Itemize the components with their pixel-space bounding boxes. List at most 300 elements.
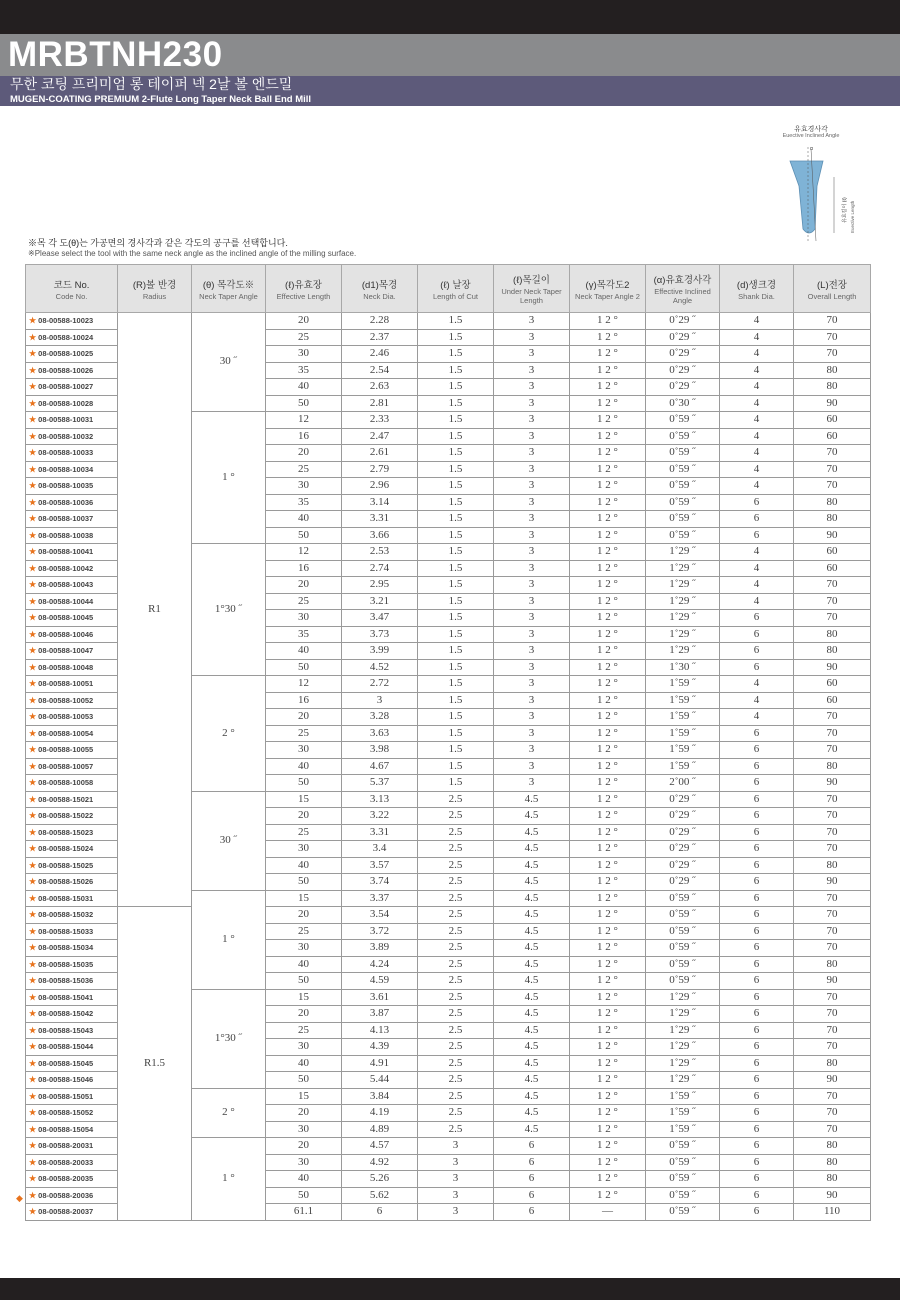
code-number: 08-00588-10046 <box>38 629 94 639</box>
code-cell <box>26 659 118 676</box>
spec-table-body <box>26 313 871 1221</box>
column-header <box>720 265 794 313</box>
column-header-ko: (ℓ)목길이 <box>513 275 550 286</box>
inclined-angle-cell: 0˚29 ˝ <box>646 379 720 396</box>
column-header <box>570 265 646 313</box>
star-icon: ★ <box>29 695 37 705</box>
star-icon: ★ <box>29 844 37 853</box>
star-icon: ★ <box>29 646 37 655</box>
neck-length-cell: 3 <box>494 758 570 775</box>
neck-angle-2-cell: 1 2 ° <box>570 709 646 726</box>
code-number: 08-00588-10041 <box>38 547 94 556</box>
neck-length-cell: 4.5 <box>494 1006 570 1023</box>
code-cell <box>26 890 118 907</box>
inclined-angle-cell: 1˚59 ˝ <box>646 709 720 726</box>
overall-length-cell: 80 <box>794 626 871 643</box>
neck-angle-2-cell: 1 2 ° <box>570 494 646 511</box>
shank-dia-cell: 6 <box>720 1022 794 1039</box>
overall-length-cell: 80 <box>794 1055 871 1072</box>
inclined-angle-cell: 0˚29 ˝ <box>646 841 720 858</box>
neck-dia-cell: 3.99 <box>342 643 418 660</box>
overall-length-cell: 60 <box>794 428 871 445</box>
neck-dia-cell: 4.57 <box>342 1138 418 1155</box>
neck-length-cell: 3 <box>494 527 570 544</box>
overall-length-cell: 80 <box>794 643 871 660</box>
header-row <box>26 265 871 313</box>
neck-dia-cell: 3.61 <box>342 989 418 1006</box>
column-header <box>342 265 418 313</box>
code-number: 08-00588-10038 <box>38 530 94 540</box>
neck-dia-cell: 4.13 <box>342 1022 418 1039</box>
inclined-angle-cell: 1˚29 ˝ <box>646 1022 720 1039</box>
neck-angle-2-cell: 1 2 ° <box>570 940 646 957</box>
overall-length-cell: 90 <box>794 527 871 544</box>
overall-length-cell: 70 <box>794 346 871 363</box>
code-cell <box>26 725 118 742</box>
column-header-ko: (L)전장 <box>817 279 847 291</box>
shank-dia-cell: 4 <box>720 445 794 462</box>
neck-dia-cell: 2.74 <box>342 560 418 577</box>
column-header-ko: (d)생크경 <box>736 279 777 291</box>
neck-angle-2-cell: 1 2 ° <box>570 824 646 841</box>
neck-dia-cell: 3.14 <box>342 494 418 511</box>
length-of-cut-cell: 2.5 <box>418 1105 494 1122</box>
code-cell <box>26 445 118 462</box>
neck-dia-cell: 4.24 <box>342 956 418 973</box>
code-number: 08-00588-10047 <box>38 646 94 655</box>
neck-angle-cell: 1 ° <box>192 1138 266 1221</box>
effective-length-cell: 40 <box>266 379 342 396</box>
inclined-angle-cell: 1˚59 ˝ <box>646 742 720 759</box>
code-cell <box>26 395 118 412</box>
code-cell <box>26 1121 118 1138</box>
neck-dia-cell: 2.63 <box>342 379 418 396</box>
column-header-ko: (ℓ) 날장 <box>440 279 471 291</box>
shank-dia-cell: 6 <box>720 1072 794 1089</box>
inclined-angle-cell: 1˚59 ˝ <box>646 725 720 742</box>
neck-length-cell: 4.5 <box>494 956 570 973</box>
neck-length-cell: 4.5 <box>494 1039 570 1056</box>
inclined-angle-cell: 1˚29 ˝ <box>646 1006 720 1023</box>
effective-length-cell: 30 <box>266 940 342 957</box>
star-icon: ★ <box>29 365 37 375</box>
overall-length-cell: 70 <box>794 841 871 858</box>
neck-angle-cell: 1 ° <box>192 890 266 989</box>
column-header <box>118 265 192 313</box>
neck-angle-2-cell: 1 2 ° <box>570 874 646 891</box>
neck-angle-2-cell: 1 2 ° <box>570 329 646 346</box>
overall-length-cell: 70 <box>794 1022 871 1039</box>
code-cell <box>26 346 118 363</box>
star-icon: ★ <box>29 761 37 771</box>
effective-length-cell: 40 <box>266 1171 342 1188</box>
neck-angle-cell: 30 ˝ <box>192 791 266 890</box>
code-number: 08-00588-15034 <box>38 943 94 952</box>
neck-dia-cell: 4.67 <box>342 758 418 775</box>
inclined-angle-cell: 2˚00 ˝ <box>646 775 720 792</box>
code-cell <box>26 808 118 825</box>
alpha-symbol: α <box>810 146 813 152</box>
neck-length-cell: 6 <box>494 1138 570 1155</box>
code-number: 08-00588-10025 <box>38 349 94 358</box>
code-number: 08-00588-10036 <box>38 497 94 507</box>
neck-dia-cell: 3.63 <box>342 725 418 742</box>
code-cell <box>26 379 118 396</box>
inclined-angle-cell: 1˚29 ˝ <box>646 610 720 627</box>
neck-dia-cell: 3.22 <box>342 808 418 825</box>
star-icon: ★ <box>29 728 37 738</box>
code-cell <box>26 1204 118 1221</box>
shank-dia-cell: 4 <box>720 593 794 610</box>
overall-length-cell: 70 <box>794 1121 871 1138</box>
code-number: 08-00588-15054 <box>38 1124 94 1134</box>
length-of-cut-cell: 1.5 <box>418 478 494 495</box>
neck-angle-2-cell: 1 2 ° <box>570 989 646 1006</box>
neck-angle-2-cell: 1 2 ° <box>570 1105 646 1122</box>
neck-dia-cell: 3.73 <box>342 626 418 643</box>
star-icon: ★ <box>29 1091 37 1101</box>
neck-dia-cell: 5.44 <box>342 1072 418 1089</box>
code-number: 08-00588-15041 <box>38 992 94 1002</box>
overall-length-cell: 80 <box>794 1154 871 1171</box>
overall-length-cell: 70 <box>794 461 871 478</box>
note-korean: ※목 각 도(θ)는 가공면의 경사각과 같은 각도의 공구를 선택합니다. <box>28 238 288 248</box>
shank-dia-cell: 6 <box>720 626 794 643</box>
code-number: 08-00588-10052 <box>38 695 94 705</box>
neck-length-cell: 3 <box>494 659 570 676</box>
neck-angle-2-cell: 1 2 ° <box>570 362 646 379</box>
length-of-cut-cell: 1.5 <box>418 593 494 610</box>
inclined-angle-cell: 1˚59 ˝ <box>646 1105 720 1122</box>
star-icon: ★ <box>29 943 37 952</box>
code-number: 08-00588-10045 <box>38 613 94 622</box>
inclined-angle-cell: 1˚59 ˝ <box>646 676 720 693</box>
neck-angle-2-cell: 1 2 ° <box>570 428 646 445</box>
length-of-cut-cell: 1.5 <box>418 313 494 330</box>
neck-angle-2-cell: 1 2 ° <box>570 527 646 544</box>
inclined-angle-cell: 0˚29 ˝ <box>646 808 720 825</box>
effective-length-cell: 30 <box>266 1154 342 1171</box>
code-cell <box>26 1187 118 1204</box>
code-number: 08-00588-10055 <box>38 745 94 754</box>
neck-angle-cell: 1°30 ˝ <box>192 989 266 1088</box>
length-of-cut-cell: 1.5 <box>418 758 494 775</box>
length-of-cut-cell: 2.5 <box>418 824 494 841</box>
length-of-cut-cell: 2.5 <box>418 989 494 1006</box>
overall-length-cell: 70 <box>794 907 871 924</box>
effective-length-cell: 20 <box>266 445 342 462</box>
neck-length-cell: 3 <box>494 346 570 363</box>
length-of-cut-cell: 1.5 <box>418 395 494 412</box>
inclined-angle-cell: 1˚59 ˝ <box>646 692 720 709</box>
inclined-angle-cell: 0˚59 ˝ <box>646 973 720 990</box>
shank-dia-cell: 4 <box>720 676 794 693</box>
shank-dia-cell: 6 <box>720 907 794 924</box>
effective-length-cell: 61.1 <box>266 1204 342 1221</box>
neck-length-cell: 4.5 <box>494 973 570 990</box>
length-of-cut-cell: 3 <box>418 1138 494 1155</box>
length-of-cut-cell: 2.5 <box>418 857 494 874</box>
neck-length-cell: 3 <box>494 494 570 511</box>
neck-angle-2-cell: 1 2 ° <box>570 643 646 660</box>
neck-length-cell: 3 <box>494 412 570 429</box>
neck-dia-cell: 2.54 <box>342 362 418 379</box>
effective-length-cell: 20 <box>266 907 342 924</box>
code-number: 08-00588-15024 <box>38 844 94 853</box>
effective-length-cell: 15 <box>266 890 342 907</box>
table-row <box>26 907 871 924</box>
star-icon: ★ <box>29 745 37 754</box>
inclined-angle-cell: 1˚59 ˝ <box>646 1121 720 1138</box>
code-cell <box>26 923 118 940</box>
neck-dia-cell: 3.89 <box>342 940 418 957</box>
neck-dia-cell: 3.66 <box>342 527 418 544</box>
star-icon: ★ <box>29 712 37 721</box>
overall-length-cell: 110 <box>794 1204 871 1221</box>
inclined-angle-cell: 1˚29 ˝ <box>646 643 720 660</box>
code-cell <box>26 494 118 511</box>
neck-angle-2-cell: 1 2 ° <box>570 379 646 396</box>
effective-length-cell: 50 <box>266 1187 342 1204</box>
code-number: 08-00588-10031 <box>38 415 94 424</box>
shank-dia-cell: 4 <box>720 461 794 478</box>
shank-dia-cell: 6 <box>720 973 794 990</box>
inclined-angle-cell: 0˚30 ˝ <box>646 395 720 412</box>
code-number: 08-00588-10033 <box>38 448 94 457</box>
inclined-angle-cell: 0˚29 ˝ <box>646 362 720 379</box>
neck-dia-cell: 4.52 <box>342 659 418 676</box>
code-number: 08-00588-10035 <box>38 481 94 490</box>
selection-marker-icon: ◆ <box>16 1193 23 1203</box>
length-of-cut-cell: 2.5 <box>418 1088 494 1105</box>
effective-length-cell: 35 <box>266 494 342 511</box>
length-of-cut-cell: 2.5 <box>418 1006 494 1023</box>
effective-length-cell: 40 <box>266 1055 342 1072</box>
tool-body <box>790 161 823 233</box>
code-number: 08-00588-20031 <box>38 1141 94 1150</box>
neck-length-cell: 3 <box>494 428 570 445</box>
shank-dia-cell: 6 <box>720 725 794 742</box>
length-of-cut-cell: 1.5 <box>418 346 494 363</box>
star-icon: ★ <box>29 827 37 837</box>
neck-angle-2-cell: 1 2 ° <box>570 1138 646 1155</box>
inclined-angle-cell: 0˚59 ˝ <box>646 923 720 940</box>
neck-length-cell: 6 <box>494 1171 570 1188</box>
neck-angle-2-cell: 1 2 ° <box>570 395 646 412</box>
effective-length-cell: 12 <box>266 676 342 693</box>
overall-length-cell: 70 <box>794 329 871 346</box>
neck-angle-cell: 2 ° <box>192 1088 266 1138</box>
neck-dia-cell: 3.72 <box>342 923 418 940</box>
neck-length-cell: 6 <box>494 1154 570 1171</box>
neck-dia-cell: 2.37 <box>342 329 418 346</box>
effective-length-cell: 16 <box>266 560 342 577</box>
star-icon: ★ <box>29 547 37 556</box>
neck-angle-2-cell: 1 2 ° <box>570 1022 646 1039</box>
effective-length-cell: 12 <box>266 412 342 429</box>
code-number: 08-00588-15022 <box>38 811 94 820</box>
inclined-angle-cell: 1˚59 ˝ <box>646 1088 720 1105</box>
overall-length-cell: 80 <box>794 758 871 775</box>
neck-dia-cell: 2.53 <box>342 544 418 561</box>
code-cell <box>26 593 118 610</box>
overall-length-cell: 70 <box>794 742 871 759</box>
neck-dia-cell: 3.4 <box>342 841 418 858</box>
neck-angle-2-cell: 1 2 ° <box>570 1088 646 1105</box>
code-cell <box>26 742 118 759</box>
code-number: 08-00588-15036 <box>38 976 94 985</box>
neck-dia-cell: 3.54 <box>342 907 418 924</box>
length-of-cut-cell: 1.5 <box>418 428 494 445</box>
code-cell <box>26 989 118 1006</box>
effective-length-cell: 30 <box>266 1039 342 1056</box>
neck-dia-cell: 2.96 <box>342 478 418 495</box>
neck-angle-2-cell: 1 2 ° <box>570 1006 646 1023</box>
length-of-cut-cell: 2.5 <box>418 874 494 891</box>
code-cell <box>26 626 118 643</box>
star-icon: ★ <box>29 497 37 507</box>
shank-dia-cell: 6 <box>720 1204 794 1221</box>
inclined-angle-cell: 0˚59 ˝ <box>646 1154 720 1171</box>
effective-length-cell: 50 <box>266 527 342 544</box>
inclined-angle-cell: 0˚29 ˝ <box>646 857 720 874</box>
effective-length-cell: 25 <box>266 824 342 841</box>
code-cell <box>26 907 118 924</box>
inclined-angle-cell: 0˚59 ˝ <box>646 940 720 957</box>
neck-angle-2-cell: 1 2 ° <box>570 626 646 643</box>
neck-length-cell: 3 <box>494 725 570 742</box>
neck-angle-2-cell: 1 2 ° <box>570 907 646 924</box>
effective-length-cell: 12 <box>266 544 342 561</box>
neck-angle-2-cell: 1 2 ° <box>570 1187 646 1204</box>
neck-dia-cell: 2.46 <box>342 346 418 363</box>
subtitle-korean: 무한 코팅 프리미엄 롱 테이퍼 넥 2날 볼 엔드밀 <box>10 76 293 92</box>
overall-length-cell: 70 <box>794 1039 871 1056</box>
star-icon: ★ <box>29 679 37 688</box>
neck-length-cell: 4.5 <box>494 1088 570 1105</box>
neck-length-cell: 3 <box>494 610 570 627</box>
length-of-cut-cell: 2.5 <box>418 1121 494 1138</box>
shank-dia-cell: 4 <box>720 329 794 346</box>
neck-length-cell: 3 <box>494 709 570 726</box>
star-icon: ★ <box>29 613 37 622</box>
neck-angle-2-cell: 1 2 ° <box>570 445 646 462</box>
column-header-en: Effective Inclined Angle <box>654 287 711 305</box>
overall-length-cell: 70 <box>794 890 871 907</box>
neck-dia-cell: 2.72 <box>342 676 418 693</box>
column-header-en: Length of Cut <box>432 291 479 301</box>
overall-length-cell: 90 <box>794 1187 871 1204</box>
inclined-angle-cell: 0˚59 ˝ <box>646 511 720 528</box>
neck-angle-2-cell: 1 2 ° <box>570 1121 646 1138</box>
neck-angle-cell: 30 ˝ <box>192 313 266 412</box>
overall-length-cell: 80 <box>794 511 871 528</box>
neck-dia-cell: 3 <box>342 692 418 709</box>
length-of-cut-cell: 2.5 <box>418 808 494 825</box>
overall-length-cell: 70 <box>794 577 871 594</box>
neck-angle-2-cell: 1 2 ° <box>570 791 646 808</box>
shank-dia-cell: 4 <box>720 577 794 594</box>
star-icon: ★ <box>29 596 37 606</box>
inclined-angle-cell: 0˚59 ˝ <box>646 890 720 907</box>
overall-length-cell: 60 <box>794 412 871 429</box>
neck-dia-cell: 3.13 <box>342 791 418 808</box>
overall-length-cell: 80 <box>794 956 871 973</box>
length-of-cut-cell: 1.5 <box>418 494 494 511</box>
effective-length-cell: 40 <box>266 857 342 874</box>
overall-length-cell: 70 <box>794 1006 871 1023</box>
overall-length-cell: 70 <box>794 478 871 495</box>
code-number: 08-00588-15025 <box>38 860 94 870</box>
code-cell <box>26 956 118 973</box>
length-of-cut-cell: 1.5 <box>418 643 494 660</box>
neck-angle-2-cell: 1 2 ° <box>570 593 646 610</box>
star-icon: ★ <box>29 448 37 457</box>
neck-dia-cell: 2.47 <box>342 428 418 445</box>
star-icon: ★ <box>29 1124 37 1134</box>
code-cell <box>26 1171 118 1188</box>
code-number: 08-00588-10044 <box>38 596 94 606</box>
column-header-en: Neck Dia. <box>363 291 396 301</box>
code-cell <box>26 1055 118 1072</box>
column-header-en: Code No. <box>55 291 88 301</box>
neck-dia-cell: 6 <box>342 1204 418 1221</box>
overall-length-cell: 80 <box>794 379 871 396</box>
neck-angle-2-cell: 1 2 ° <box>570 577 646 594</box>
length-of-cut-cell: 1.5 <box>418 412 494 429</box>
neck-angle-cell: 2 ° <box>192 676 266 792</box>
neck-angle-cell: 1°30 ˝ <box>192 544 266 676</box>
shank-dia-cell: 4 <box>720 362 794 379</box>
code-cell <box>26 577 118 594</box>
star-icon: ★ <box>29 1190 37 1200</box>
effective-length-cell: 20 <box>266 577 342 594</box>
neck-length-cell: 3 <box>494 643 570 660</box>
overall-length-cell: 60 <box>794 692 871 709</box>
star-icon: ★ <box>29 1157 37 1167</box>
shank-dia-cell: 6 <box>720 890 794 907</box>
shank-dia-cell: 4 <box>720 346 794 363</box>
neck-dia-cell: 5.62 <box>342 1187 418 1204</box>
inclined-angle-cell: 1˚29 ˝ <box>646 1039 720 1056</box>
shank-dia-cell: 6 <box>720 1187 794 1204</box>
star-icon: ★ <box>29 1207 37 1216</box>
code-number: 08-00588-15035 <box>38 959 94 969</box>
effective-length-cell: 20 <box>266 1006 342 1023</box>
overall-length-cell: 70 <box>794 1088 871 1105</box>
neck-angle-2-cell: 1 2 ° <box>570 1072 646 1089</box>
neck-angle-2-cell: 1 2 ° <box>570 412 646 429</box>
star-icon: ★ <box>29 629 37 639</box>
inclined-angle-cell: 0˚59 ˝ <box>646 907 720 924</box>
code-cell <box>26 329 118 346</box>
code-number: 08-00588-15032 <box>38 910 94 919</box>
star-icon: ★ <box>29 976 37 985</box>
star-icon: ★ <box>29 860 37 870</box>
inclined-angle-cell: 1˚29 ˝ <box>646 1055 720 1072</box>
length-of-cut-cell: 1.5 <box>418 725 494 742</box>
code-cell <box>26 511 118 528</box>
code-number: 08-00588-10048 <box>38 662 94 672</box>
overall-length-cell: 70 <box>794 1105 871 1122</box>
neck-length-cell: 4.5 <box>494 1072 570 1089</box>
star-icon: ★ <box>29 349 37 358</box>
neck-length-cell: 3 <box>494 313 570 330</box>
overall-length-cell: 80 <box>794 1138 871 1155</box>
column-header-ko: (θ) 목각도※ <box>202 279 255 291</box>
overall-length-cell: 60 <box>794 676 871 693</box>
code-number: 08-00588-15042 <box>38 1009 94 1018</box>
